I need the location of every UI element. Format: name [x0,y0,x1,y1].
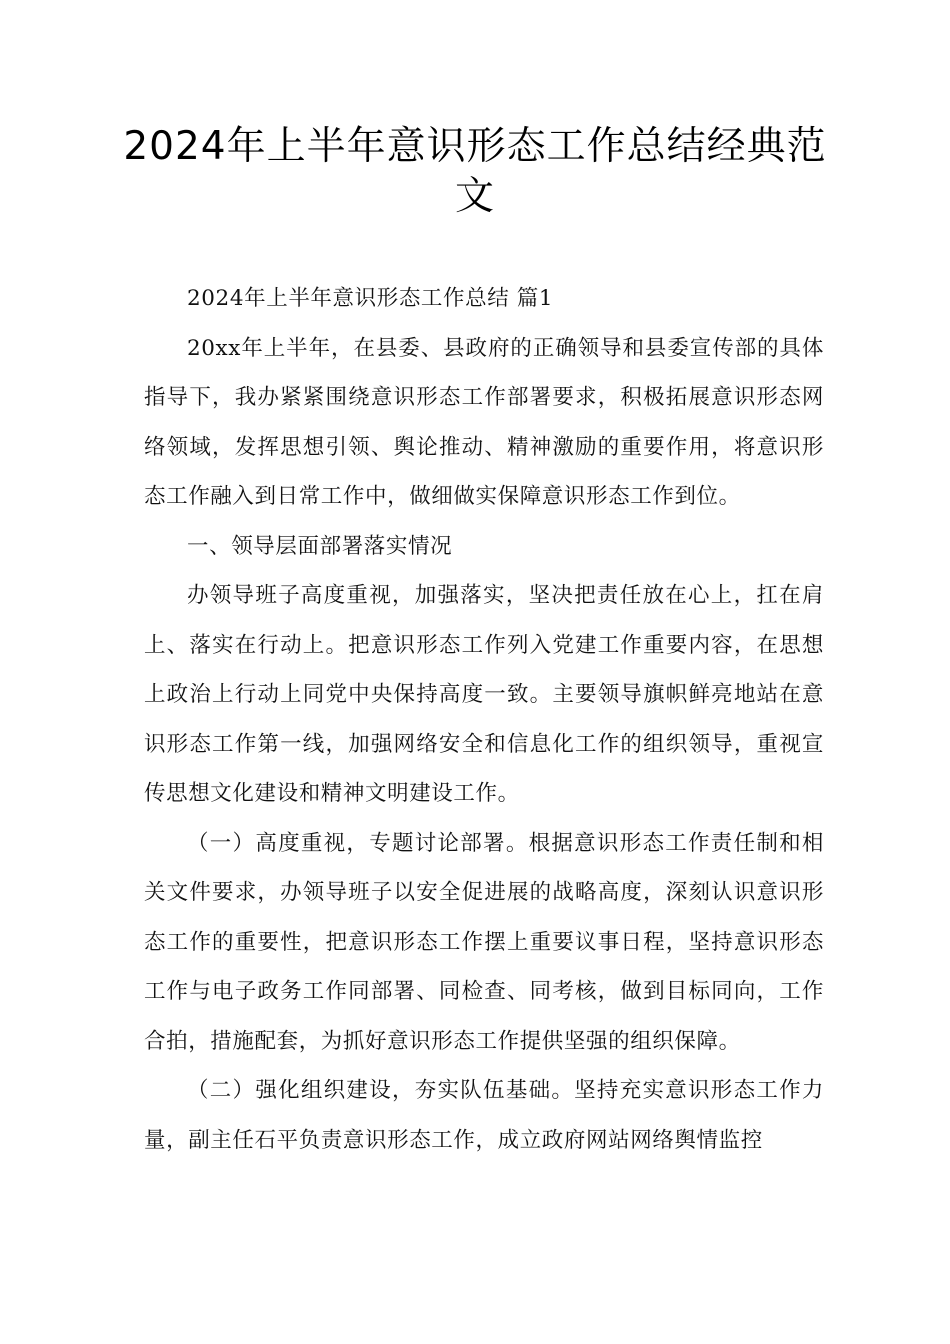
document-body [144,274,824,1165]
paragraph: （一）高度重视，专题讨论部署。根据意识形态工作责任制和相关文件要求，办领导班子以安全促进展的战略高度，深刻认识意识形态工作的重要性，把意识形态工作摆上重要议事日程，坚持意识形态工作与电子政务工作同部署、同检查、同考核，做到目标同向，工作合拍，措施配套，为抓好意识形态工作提供坚强的组织保障。 [144,830,824,1054]
paragraph-heading: 2024年上半年意识形态工作总结 篇1 [187,286,554,311]
paragraph: （二）强化组织建设，夯实队伍基础。坚持充实意识形态工作力量，副主任石平负责意识形态工作，成立政府网站网络舆情监控 [144,1078,824,1153]
paragraph-intro: 20xx年上半年，在县委、县政府的正确领导和县委宣传部的具体指导下，我办紧紧围绕意识形态工作部署要求，积极拓展意识形态网络领域，发挥思想引领、舆论推动、精神激励的重要作用，将意识形态工作融入到日常工作中，做细做实保障意识形态工作到位。 [144,335,824,509]
document-title: 2024年上半年意识形态工作总结经典范文 [123,124,827,219]
paragraph: 办领导班子高度重视，加强落实，坚决把责任放在心上，扛在肩上、落实在行动上。把意识形态工作列入党建工作重要内容，在思想上政治上行动上同党中央保持高度一致。主要领导旗帜鲜亮地站在意识形态工作第一线，加强网络安全和信息化工作的组织领导，重视宣传思想文化建设和精神文明建设工作。 [144,583,824,806]
section-heading: 一、领导层面部署落实情况 [187,533,453,559]
